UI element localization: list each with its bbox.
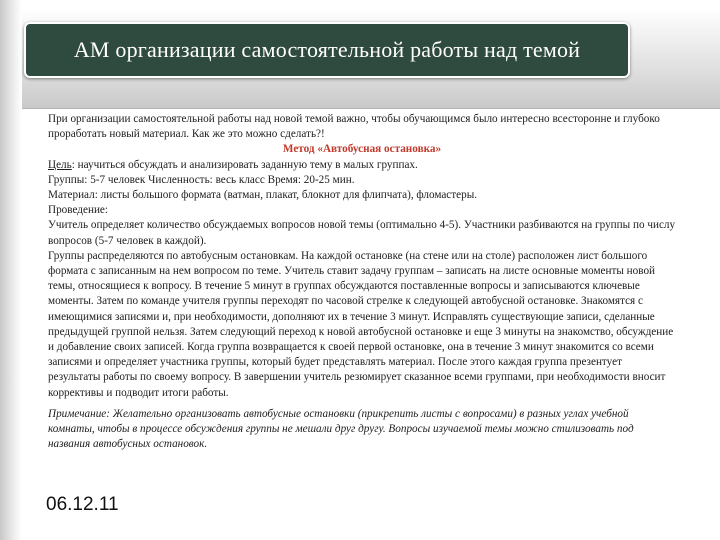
goal-text: : научиться обсуждать и анализировать заданную тему в малых группах.: [71, 158, 418, 171]
goal-line: [48, 158, 676, 173]
header-divider: [22, 108, 720, 109]
procedure-paragraph-2: Группы распределяются по автобусным остановкам. На каждой остановке (на стене или на столе) расположен лист большого формата с записанным на нем вопросом по теме. Учитель ставит задачу группам – записать на листе основные моменты новой темы, относящиеся к вопросу. В течение 5 минут в группах обсуждаются поставленные вопросы и записываются ключевые моменты. Затем по команде учителя группы переходят по часовой стрелке к следующей автобусной остановке. Знакомятся с имеющимися записями и, при необходимости, дополняют их в течение 3 минут. Исправлять существующие записи, сделанные предыдущей группой нельзя. Затем следующий переход к новой автобусной остановке и еще 3 минуты на знакомство, обсуждение и добавление своих записей. Когда группа возвращается к своей первой остановке, она в течение 3 минут знакомится со всеми записями и определяет участника группы, который будет представлять материал. После этого каждая группа презентует результаты работы по своему вопросу. В завершении учитель резюмирует сказанное всеми группами, при необходимости вносит коррективы и подводит итоги работы.: [48, 249, 674, 399]
title-box: [24, 22, 630, 78]
note-paragraph: Примечание: Желательно организовать автобусные остановки (прикрепить листы с вопросами) в разных углах учебной комнаты, чтобы в процессе обсуждения группы не мешали друг другу. Вопросы изучаемой темы можно стилизовать под названия автобусных остановок.: [48, 407, 634, 451]
procedure-paragraph-1: Учитель определяет количество обсуждаемых вопросов новой темы (оптимально 4-5). Участники разбиваются на группы по числу вопросов (5-7 человек в каждой).: [48, 219, 676, 247]
groups-line: Группы: 5-7 человек Численность: весь класс Время: 20-25 мин.: [48, 173, 355, 186]
intro-paragraph: При организации самостоятельной работы над новой темой важно, чтобы обучающимся было интересно всесторонне и глубоко проработать новый материал. Как же это можно сделать?!: [48, 113, 660, 141]
slide-date: 06.12.11: [46, 494, 119, 515]
procedure-label: Проведение:: [48, 204, 109, 217]
slide-body: [48, 112, 676, 452]
material-line: Материал: листы большого формата (ватман, плакат, блокнот для флипчата), фломастеры.: [48, 189, 478, 202]
goal-label: Цель: [48, 158, 72, 171]
slide-title: АМ организации самостоятельной работы над темой: [73, 37, 581, 62]
left-decorative-strip: [0, 0, 22, 540]
method-title: Метод «Автобусная остановка»: [282, 143, 442, 156]
